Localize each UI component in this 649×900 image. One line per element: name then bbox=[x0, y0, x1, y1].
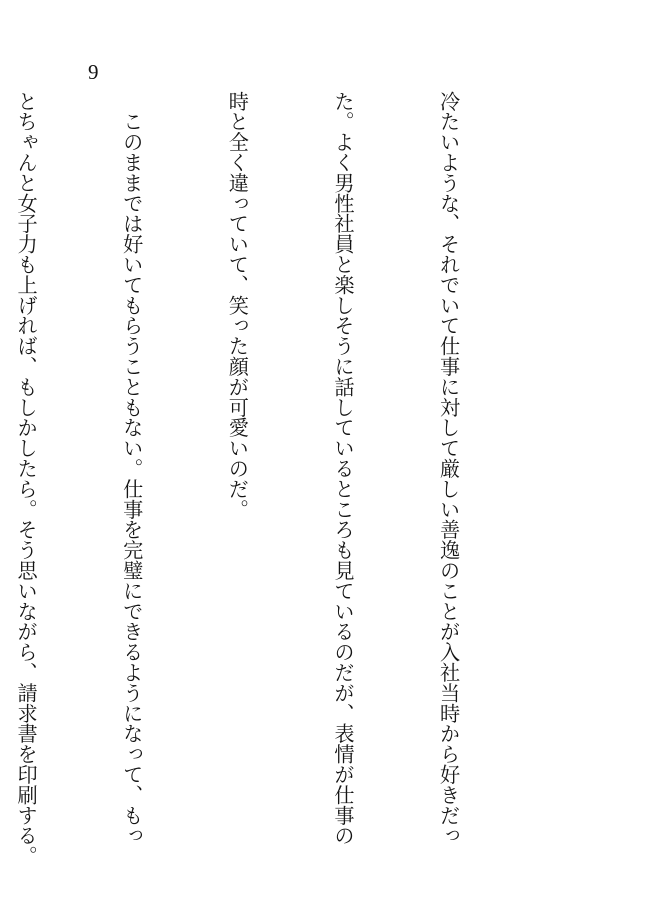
body-text bbox=[0, 91, 536, 867]
text-line: た。よく男性社員と楽しそうに話しているところも見ているのだが、表情が仕事の bbox=[330, 91, 355, 846]
text-line: 冷たいような、それでいて仕事に対して厳しい善逸のことが入社当時から好きだっ bbox=[436, 91, 461, 846]
page-number: 9 bbox=[88, 60, 99, 84]
text-line: このままでは好いてもらうこともない。仕事を完璧にできるようになって、もっ bbox=[119, 91, 144, 846]
text-line: 時と全く違っていて、笑った顔が可愛いのだ。 bbox=[225, 91, 250, 520]
text-line: とちゃんと女子力も上げれば、もしかしたら。そう思いながら、請求書を印刷する。 bbox=[14, 91, 39, 867]
